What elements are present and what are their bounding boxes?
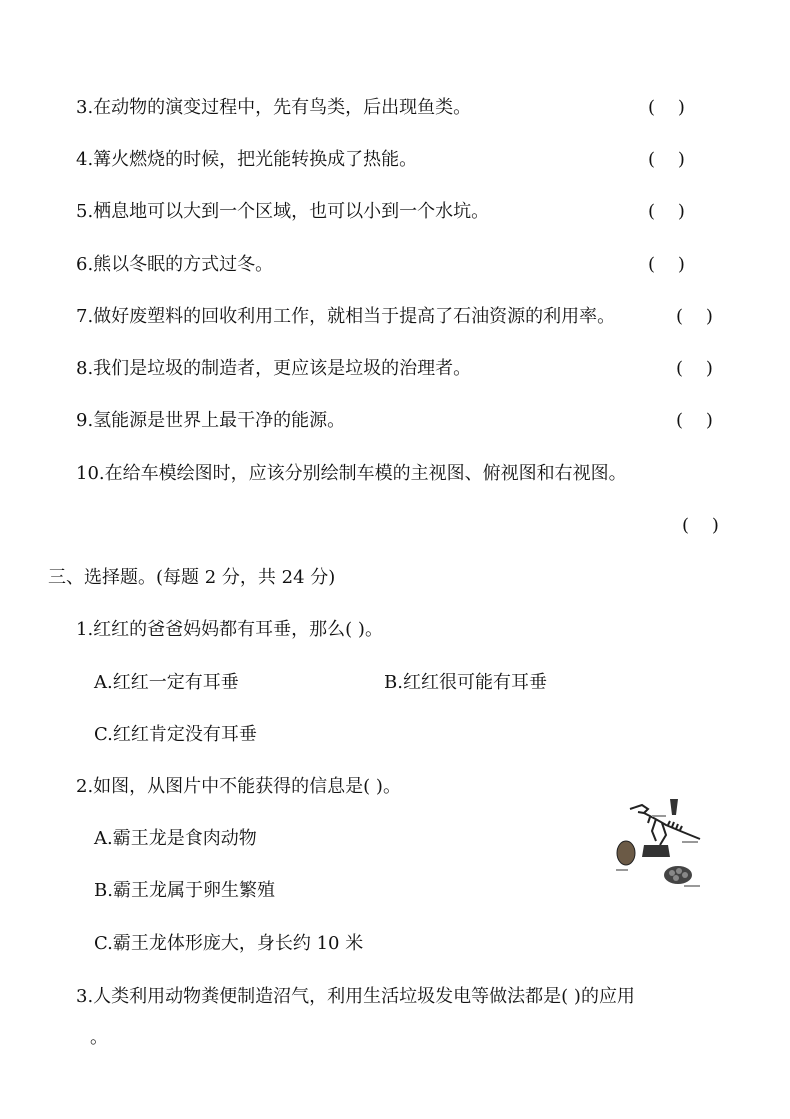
question-10: 10.在给车模绘图时，应该分别绘制车模的主视图、俯视图和右视图。 xyxy=(76,463,627,484)
mc1-option-b[interactable]: B.红红很可能有耳垂 xyxy=(384,672,547,693)
t-rex-figure xyxy=(612,795,704,887)
mc-question-3-tail: 。 xyxy=(90,1027,108,1048)
answer-blank-9[interactable]: ( ) xyxy=(676,410,713,431)
question-6: 6.熊以冬眠的方式过冬。 xyxy=(76,254,274,275)
tooth-icon xyxy=(670,799,678,815)
skeleton-icon xyxy=(630,805,700,845)
question-7: 7.做好废塑料的回收利用工作，就相当于提高了石油资源的利用率。 xyxy=(76,306,616,327)
mc-question-2: 2.如图，从图片中不能获得的信息是( )。 xyxy=(76,776,401,797)
mc2-option-a[interactable]: A.霸王龙是食肉动物 xyxy=(94,828,257,849)
question-9: 9.氢能源是世界上最干净的能源。 xyxy=(76,410,346,431)
nest-icon xyxy=(664,866,692,884)
mc2-option-b[interactable]: B.霸王龙属于卵生繁殖 xyxy=(94,880,275,901)
answer-blank-7[interactable]: ( ) xyxy=(676,306,713,327)
answer-blank-6[interactable]: ( ) xyxy=(648,254,685,275)
question-4: 4.篝火燃烧的时候，把光能转换成了热能。 xyxy=(76,149,418,170)
mc2-option-c[interactable]: C.霸王龙体形庞大，身长约 10 米 xyxy=(94,933,364,954)
answer-blank-10[interactable]: ( ) xyxy=(682,515,719,536)
section-title: 三、选择题。(每题 2 分，共 24 分) xyxy=(48,567,336,588)
mc1-option-a[interactable]: A.红红一定有耳垂 xyxy=(94,672,239,693)
answer-blank-4[interactable]: ( ) xyxy=(648,149,685,170)
mc-question-3: 3.人类利用动物粪便制造沼气，利用生活垃圾发电等做法都是( )的应用 xyxy=(76,986,635,1007)
answer-blank-3[interactable]: ( ) xyxy=(648,97,685,118)
question-3: 3.在动物的演变过程中，先有鸟类，后出现鱼类。 xyxy=(76,97,472,118)
mc1-option-c[interactable]: C.红红肯定没有耳垂 xyxy=(94,724,257,745)
question-8: 8.我们是垃圾的制造者，更应该是垃圾的治理者。 xyxy=(76,358,472,379)
egg-icon xyxy=(617,841,635,865)
answer-blank-8[interactable]: ( ) xyxy=(676,358,713,379)
answer-blank-5[interactable]: ( ) xyxy=(648,201,685,222)
mc-question-1: 1.红红的爸爸妈妈都有耳垂，那么( )。 xyxy=(76,619,383,640)
question-5: 5.栖息地可以大到一个区域，也可以小到一个水坑。 xyxy=(76,201,490,222)
